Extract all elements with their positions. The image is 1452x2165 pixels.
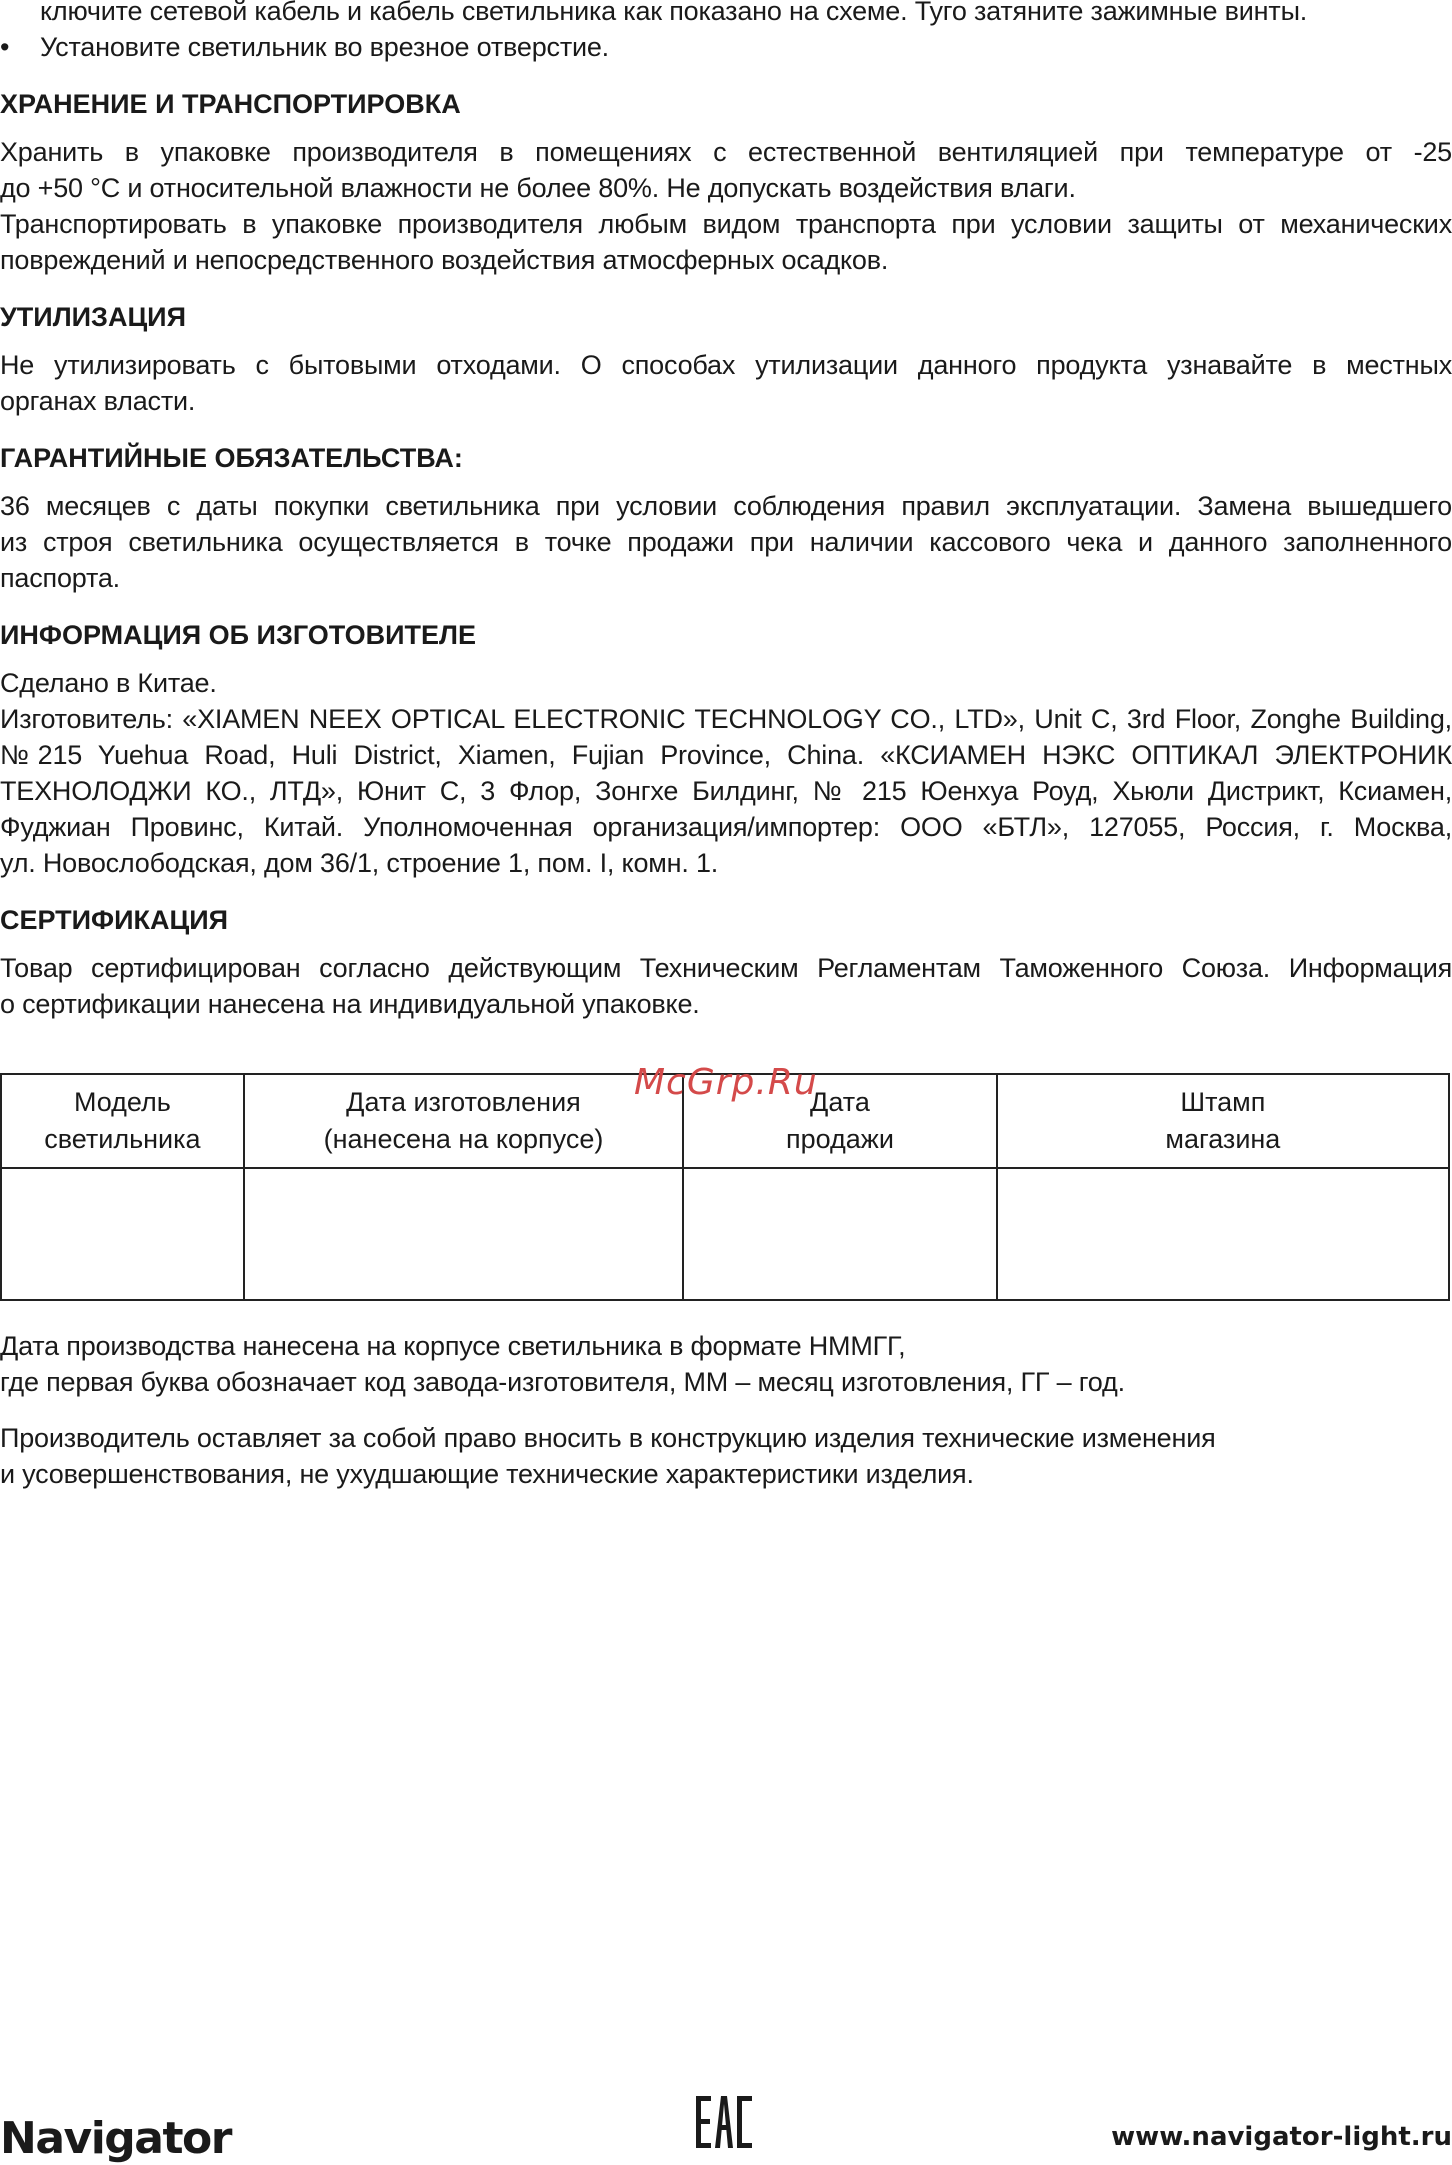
eac-mark-icon	[694, 2092, 754, 2152]
paragraph-line: Фуджиан Провинс, Китай. Уполномоченная организация/импортер: ООО «БТЛ», 127055, Россия, г. Москва,	[0, 812, 1452, 842]
table-header-shop-stamp	[997, 1074, 1449, 1168]
paragraph-line: Хранить в упаковке производителя в помещениях с естественной вентиляцией при температуре от -25	[0, 137, 1452, 167]
heading-manufacturer: ИНФОРМАЦИЯ ОБ ИЗГОТОВИТЕЛЕ	[0, 620, 476, 650]
paragraph-line: ул. Новослободская, дом 36/1, строение 1, пом. I, комн. 1.	[0, 848, 719, 878]
passport-table	[0, 1073, 1450, 1301]
section-manufacturer	[0, 665, 1452, 881]
table-cell-model	[1, 1168, 244, 1300]
bullet-text: Установите светильник во врезное отверстие.	[40, 32, 609, 62]
header-line: магазина	[1165, 1124, 1281, 1154]
header-line: Дата изготовления	[346, 1087, 581, 1117]
bullet-continuation: ключите сетевой кабель и кабель светильника как показано на схеме. Туго затяните зажимные винты.	[40, 0, 1308, 26]
section-certification	[0, 950, 1452, 1022]
paragraph-line: Транспортировать в упаковке производителя любым видом транспорта при условии защиты от механических	[0, 209, 1452, 239]
paragraph-line: органах власти.	[0, 386, 196, 416]
note-line: Дата производства нанесена на корпусе светильника в формате НММГГ,	[0, 1331, 906, 1361]
header-line: (нанесена на корпусе)	[323, 1124, 604, 1154]
note-line: где первая буква обозначает код завода-изготовителя, ММ – месяц изготовления, ГГ – год.	[0, 1367, 1125, 1397]
paragraph-line: 36 месяцев с даты покупки светильника при условии соблюдения правил эксплуатации. Замена вышедшего	[0, 491, 1452, 521]
document-body	[0, 0, 1452, 1022]
paragraph-line: Не утилизировать с бытовыми отходами. О способах утилизации данного продукта узнавайте в местных	[0, 350, 1452, 380]
table-cell-shop-stamp	[997, 1168, 1449, 1300]
paragraph-line: Сделано в Китае.	[0, 668, 217, 698]
paragraph-line: из строя светильника осуществляется в точке продажи при наличии кассового чека и данного заполненного	[0, 527, 1452, 557]
table-cell-sale-date	[683, 1168, 997, 1300]
table-cell-manufacture-date	[244, 1168, 683, 1300]
section-storage	[0, 134, 1452, 278]
table-row	[1, 1168, 1449, 1300]
heading-disposal: УТИЛИЗАЦИЯ	[0, 302, 186, 332]
paragraph-line: о сертификации нанесена на индивидуальной упаковке.	[0, 989, 700, 1019]
paragraph-line: №215 Yuehua Road, Huli District, Xiamen, Fujian Province, China. «КСИАМЕН НЭКС ОПТИКАЛ ЭЛЕКТРОНИК	[0, 740, 1452, 770]
heading-certification: СЕРТИФИКАЦИЯ	[0, 905, 229, 935]
note-line: Производитель оставляет за собой право вносить в конструкцию изделия технические изменения	[0, 1423, 1216, 1453]
note-line: и усовершенствования, не ухудшающие технические характеристики изделия.	[0, 1459, 974, 1489]
header-line: продажи	[785, 1124, 894, 1154]
navigator-logo: Navigator	[0, 2113, 231, 2164]
section-disposal	[0, 347, 1452, 419]
section-warranty	[0, 488, 1452, 596]
heading-warranty: ГАРАНТИЙНЫЕ ОБЯЗАТЕЛЬСТВА:	[0, 443, 463, 473]
header-line: Модель	[73, 1087, 171, 1117]
website-url[interactable]: www.navigator-light.ru	[1111, 2122, 1452, 2152]
table-header-manufacture-date	[244, 1074, 683, 1168]
header-line: светильника	[44, 1124, 201, 1154]
notes-section	[0, 1328, 1452, 1492]
watermark: McGrp.Ru	[634, 1062, 818, 1103]
paragraph-line: Изготовитель: «XIAMEN NEEX OPTICAL ELECTRONIC TECHNOLOGY CO., LTD», Unit C, 3rd Floor, Zonghe Building,	[0, 704, 1452, 734]
heading-storage: ХРАНЕНИЕ И ТРАНСПОРТИРОВКА	[0, 89, 461, 119]
header-line: Дата	[810, 1087, 870, 1117]
paragraph-line: Товар сертифицирован согласно действующим Техническим Регламентам Таможенного Союза. Информация	[0, 953, 1452, 983]
bullet-marker: •	[0, 32, 10, 62]
paragraph-line: повреждений и непосредственного воздействия атмосферных осадков.	[0, 245, 889, 275]
bullet-item	[0, 29, 1452, 65]
header-line: Штамп	[1180, 1087, 1266, 1117]
paragraph-line: паспорта.	[0, 563, 120, 593]
paragraph-line: ТЕХНОЛОДЖИ КО., ЛТД», Юнит С, 3 Флор, Зонгхе Билдинг, № 215 Юенхуа Роуд, Хьюли Дистрикт, Ксиамен,	[0, 776, 1452, 806]
table-header-model	[1, 1074, 244, 1168]
paragraph-line: до +50 °С и относительной влажности не более 80%. Не допускать воздействия влаги.	[0, 173, 1076, 203]
